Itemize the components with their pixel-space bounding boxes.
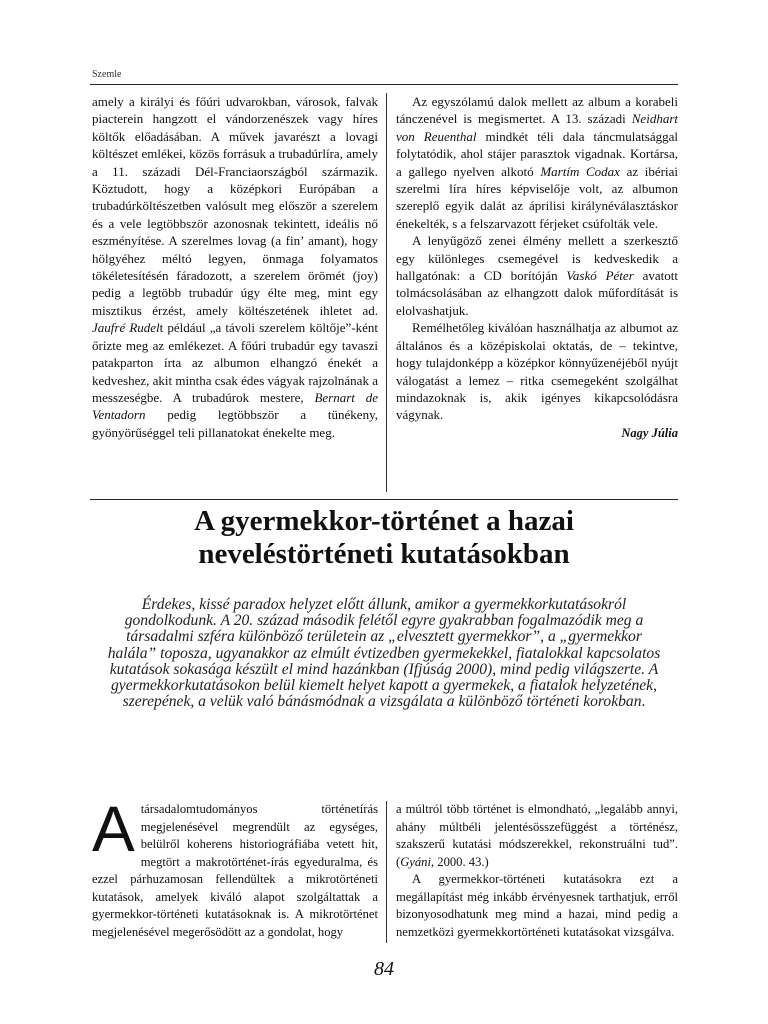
column-divider-top <box>386 93 387 492</box>
article-title-line-1: A gyermekkor-történet a hazai <box>194 505 574 537</box>
text-run: Remélhetőleg kiválóan használhatja az albumot az általános és a középiskolai oktatás, de – tekintve, hogy tulajdonképp a középkor könnyűzenéjéből nyújt válogatást a lemez – ritka csemegeként szolgálhat mindazoknak is, akik igényes kikapcsolódásra vágynak. <box>396 320 678 423</box>
paragraph <box>396 93 678 232</box>
paragraph <box>396 319 678 423</box>
text-run: az ibériai szerelmi líra híres képviselője volt, az albumon szereplő egyik dalát az áprilisi királynéválasztáskor énekelték, s a felszarvazott férjeket csúfolták vele. <box>396 163 678 231</box>
drop-cap: A <box>92 793 135 865</box>
article-left-column <box>92 793 378 941</box>
paragraph <box>396 801 678 871</box>
text-run: , 2000. 43.) <box>430 854 489 869</box>
article-title <box>90 505 678 571</box>
text-run: pedig legtöbbször a tünékeny, gyönyörűséggel teli pillanatokat énekelte meg. <box>92 407 378 440</box>
text-run: A gyermekkor-történeti kutatásokra ezt a megállapítást még inkább érvényesnek tarthatjuk, erről bizonyosodhatunk meg mind a hazai, mind pedig a nemzetközi gyermekkortörténeti kutatásokat vizsgálva. <box>396 872 678 939</box>
review-right-column <box>396 93 678 442</box>
italic-name-run: Vaskó Péter <box>566 268 634 284</box>
text-run: avatott tolmácsolásában az elhangzott dalok műfordítását is elolvashatjuk. <box>396 268 678 318</box>
text-run: A lenyűgöző zenei élmény mellett a szerkesztő egy különleges csemegével is kedveskedik a hallgatónak: a CD borítóján <box>396 233 678 284</box>
paragraph <box>92 93 378 441</box>
text-run: t például „a távoli szerelem költője”-ként őrizte meg az emlékezet. A főúri trubadúr egy tavaszi patakparton írta az albumon elhangzó énekét a kedveshez, akit mintha csak édes vágyak rajzolnának a messzeségbe. A trubadúrok mestere, <box>92 320 378 405</box>
column-divider-bottom <box>386 801 387 943</box>
text-run: Az egyszólamú dalok mellett az album a korabeli tánczenével is megismertet. A 13. századi <box>396 94 678 127</box>
text-run: mindkét téli dala táncmulatsággal folytatódik, ahol stájer parasztok vigadnak. Kortársa, a gallego nyelven alkotó <box>396 128 678 179</box>
paragraph <box>396 232 678 319</box>
text-run: . <box>641 693 646 711</box>
text-run: a múltról több történet is elmondható, „legalább annyi, ahány múltbéli jelentésösszefüggést a történész, szakszerű kutatási módszerekkel, rekonstruálni tud”. ( <box>396 802 678 869</box>
italic-name-run: Gyáni <box>400 854 431 869</box>
article-right-column <box>396 801 678 941</box>
section-rule <box>90 499 678 500</box>
header-rule <box>90 84 678 85</box>
article-abstract <box>100 597 668 710</box>
italic-name-run: Martím Codax <box>540 163 620 179</box>
running-header: Szemle <box>92 69 122 80</box>
page-number: 84 <box>374 958 394 980</box>
italic-name-run: Bernart de Ventadorn <box>92 389 378 423</box>
text-run: Érdekes, kissé paradox helyzet előtt állunk, amikor a gyermekkorkutatásokról gondolkodunk. A 20. század második felétől egyre gyakrabban fogalmazódik meg a társadalmi szféra különböző területein az „elvesztett gyermekkor”, a „gyermekkor halála” toposza, ugyanakkor az elmúlt évtizedben gyermekekkel, fiatalokkal kapcsolatos kutatások sokasága készült el mind hazánkban (Ifjúság 2000), mind pedig világszerte. A gyermekkorkutatásokon belül kiemelt helyet kapott a gyermekek, a fiatalok helyzetének, szerepének, a velük való bánásmódnak a vizsgálata a különböző történeti korokban <box>107 596 661 711</box>
italic-name-run: Jaufré Rudel <box>92 320 160 336</box>
article-title-line-2: neveléstörténeti kutatásokban <box>198 538 570 570</box>
text-run: amely a királyi és főúri udvarokban, városok, falvak piacterein hangzott el vándorzenészek vagy híres költők előadásában. A művek javarészt a lovagi költészet emlékei, közös forrásuk a trubadúrlíra, amely a 11. századi Dél-Franciaországból származik. Köztudott, hogy a középkori Európában a trubadúrköltészetben valósult meg először a szerelem és a vele legtöbbször azonosnak tekintett, ideális nő eszményítése. A szerelmes lovag (a fin’ amant), hogy hölgyéhez méltó legyen, önmaga folyamatos tökéletesítésén fáradozott, a szerelem örömét (joy) pedig a legtöbb trubadúr úgy élte meg, mint egy misztikus érzést, amely költészetének ihletet ad. <box>92 94 378 318</box>
text-run: társadalomtudományos történetírás megjelenésével megrendült az egységes, belülről koherens historiográfiába vetett hit, megtört a makrotörténet-írás egyeduralma, és ezzel párhuzamosan fellendültek a mikrotörténeti kutatások, amelyek kiváló alapot szolgáltattak a gyermekkor-történeti kutatásoknak is. A mikrotörténet megjelenésével megerősödött az a gondolat, hogy <box>92 802 378 939</box>
review-left-column <box>92 93 378 441</box>
review-signature: Nagy Júlia <box>621 425 678 440</box>
italic-name-run: Neidhart von Reuenthal <box>396 111 678 144</box>
paragraph <box>396 871 678 941</box>
